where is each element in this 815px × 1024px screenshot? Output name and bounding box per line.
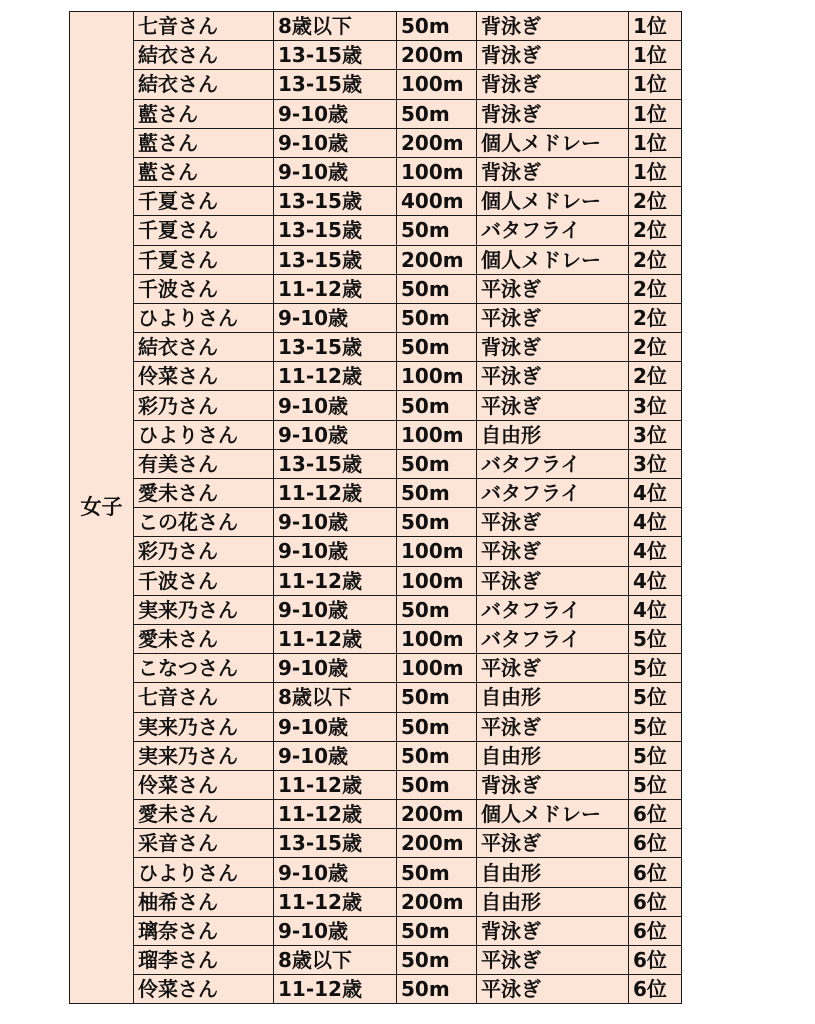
stroke-cell: 背泳ぎ [477, 770, 629, 799]
rank-cell: 6位 [629, 800, 682, 829]
table-row [70, 595, 682, 624]
age-group-cell: 13-15歳 [274, 245, 397, 274]
table-row [70, 858, 682, 887]
age-group-cell: 9-10歳 [274, 99, 397, 128]
distance-cell: 100m [397, 420, 477, 449]
swimmer-name-cell: ひよりさん [134, 858, 274, 887]
stroke-cell: 背泳ぎ [477, 12, 629, 41]
distance-cell: 50m [397, 712, 477, 741]
table-row [70, 216, 682, 245]
stroke-cell: 平泳ぎ [477, 391, 629, 420]
age-group-cell: 11-12歳 [274, 887, 397, 916]
rank-cell: 1位 [629, 70, 682, 99]
rank-cell: 1位 [629, 12, 682, 41]
swimmer-name-cell: ひよりさん [134, 420, 274, 449]
swimmer-name-cell: 瑠李さん [134, 946, 274, 975]
age-group-cell: 8歳以下 [274, 946, 397, 975]
distance-cell: 200m [397, 128, 477, 157]
stroke-cell: バタフライ [477, 479, 629, 508]
group-label-cell: 女子 [70, 12, 134, 1004]
distance-cell: 100m [397, 654, 477, 683]
swimmer-name-cell: 愛未さん [134, 624, 274, 653]
results-table [69, 11, 682, 1004]
stroke-cell: 背泳ぎ [477, 41, 629, 70]
table-row [70, 391, 682, 420]
table-row [70, 624, 682, 653]
table-row [70, 946, 682, 975]
distance-cell: 50m [397, 391, 477, 420]
distance-cell: 50m [397, 916, 477, 945]
table-row [70, 829, 682, 858]
swimmer-name-cell: この花さん [134, 508, 274, 537]
stroke-cell: 平泳ぎ [477, 712, 629, 741]
table-row [70, 654, 682, 683]
distance-cell: 200m [397, 829, 477, 858]
distance-cell: 50m [397, 683, 477, 712]
stroke-cell: 平泳ぎ [477, 975, 629, 1004]
age-group-cell: 11-12歳 [274, 479, 397, 508]
table-row [70, 187, 682, 216]
rank-cell: 4位 [629, 508, 682, 537]
stroke-cell: バタフライ [477, 595, 629, 624]
age-group-cell: 11-12歳 [274, 975, 397, 1004]
swimmer-name-cell: 実来乃さん [134, 712, 274, 741]
distance-cell: 50m [397, 99, 477, 128]
swimmer-name-cell: 有美さん [134, 449, 274, 478]
rank-cell: 2位 [629, 216, 682, 245]
distance-cell: 100m [397, 157, 477, 186]
stroke-cell: 個人メドレー [477, 187, 629, 216]
distance-cell: 50m [397, 858, 477, 887]
swimmer-name-cell: 千波さん [134, 566, 274, 595]
table-row [70, 712, 682, 741]
distance-cell: 100m [397, 566, 477, 595]
stroke-cell: 個人メドレー [477, 245, 629, 274]
age-group-cell: 13-15歳 [274, 216, 397, 245]
swimmer-name-cell: 采音さん [134, 829, 274, 858]
age-group-cell: 9-10歳 [274, 420, 397, 449]
swimmer-name-cell: 彩乃さん [134, 537, 274, 566]
swimmer-name-cell: 藍さん [134, 157, 274, 186]
age-group-cell: 9-10歳 [274, 303, 397, 332]
swimmer-name-cell: 実来乃さん [134, 595, 274, 624]
rank-cell: 2位 [629, 274, 682, 303]
stroke-cell: 平泳ぎ [477, 508, 629, 537]
rank-cell: 4位 [629, 479, 682, 508]
stroke-cell: 平泳ぎ [477, 274, 629, 303]
stroke-cell: 個人メドレー [477, 128, 629, 157]
stroke-cell: 背泳ぎ [477, 70, 629, 99]
rank-cell: 6位 [629, 975, 682, 1004]
distance-cell: 50m [397, 12, 477, 41]
stroke-cell: 背泳ぎ [477, 157, 629, 186]
stroke-cell: 背泳ぎ [477, 99, 629, 128]
table-row [70, 245, 682, 274]
age-group-cell: 9-10歳 [274, 595, 397, 624]
age-group-cell: 13-15歳 [274, 70, 397, 99]
stroke-cell: 平泳ぎ [477, 537, 629, 566]
age-group-cell: 11-12歳 [274, 362, 397, 391]
stroke-cell: 個人メドレー [477, 800, 629, 829]
rank-cell: 5位 [629, 712, 682, 741]
swimmer-name-cell: 愛未さん [134, 800, 274, 829]
rank-cell: 6位 [629, 946, 682, 975]
rank-cell: 2位 [629, 303, 682, 332]
age-group-cell: 9-10歳 [274, 537, 397, 566]
rank-cell: 5位 [629, 770, 682, 799]
swimmer-name-cell: ひよりさん [134, 303, 274, 332]
table-row [70, 99, 682, 128]
distance-cell: 400m [397, 187, 477, 216]
rank-cell: 5位 [629, 741, 682, 770]
table-row [70, 420, 682, 449]
swimmer-name-cell: 愛未さん [134, 479, 274, 508]
distance-cell: 100m [397, 537, 477, 566]
table-row [70, 479, 682, 508]
rank-cell: 3位 [629, 391, 682, 420]
stroke-cell: 平泳ぎ [477, 303, 629, 332]
swimmer-name-cell: 千夏さん [134, 216, 274, 245]
distance-cell: 50m [397, 770, 477, 799]
stroke-cell: 自由形 [477, 683, 629, 712]
age-group-cell: 11-12歳 [274, 274, 397, 303]
age-group-cell: 9-10歳 [274, 157, 397, 186]
swimmer-name-cell: 千波さん [134, 274, 274, 303]
stroke-cell: 平泳ぎ [477, 946, 629, 975]
swimmer-name-cell: 伶菜さん [134, 362, 274, 391]
table-row [70, 362, 682, 391]
age-group-cell: 13-15歳 [274, 187, 397, 216]
table-row [70, 566, 682, 595]
age-group-cell: 9-10歳 [274, 916, 397, 945]
stroke-cell: 自由形 [477, 741, 629, 770]
stroke-cell: 自由形 [477, 887, 629, 916]
rank-cell: 1位 [629, 99, 682, 128]
stroke-cell: 平泳ぎ [477, 362, 629, 391]
rank-cell: 6位 [629, 829, 682, 858]
stroke-cell: 自由形 [477, 858, 629, 887]
rank-cell: 5位 [629, 654, 682, 683]
age-group-cell: 9-10歳 [274, 654, 397, 683]
swimmer-name-cell: 伶菜さん [134, 975, 274, 1004]
swimmer-name-cell: 千夏さん [134, 187, 274, 216]
age-group-cell: 9-10歳 [274, 391, 397, 420]
swimmer-name-cell: 結衣さん [134, 70, 274, 99]
stroke-cell: 平泳ぎ [477, 654, 629, 683]
rank-cell: 2位 [629, 245, 682, 274]
swimmer-name-cell: 璃奈さん [134, 916, 274, 945]
swimmer-name-cell: 七音さん [134, 683, 274, 712]
table-row [70, 12, 682, 41]
table-row [70, 70, 682, 99]
age-group-cell: 9-10歳 [274, 858, 397, 887]
swimmer-name-cell: 七音さん [134, 12, 274, 41]
rank-cell: 6位 [629, 887, 682, 916]
table-row [70, 333, 682, 362]
stroke-cell: 自由形 [477, 420, 629, 449]
rank-cell: 4位 [629, 566, 682, 595]
table-row [70, 128, 682, 157]
distance-cell: 200m [397, 800, 477, 829]
age-group-cell: 11-12歳 [274, 566, 397, 595]
distance-cell: 50m [397, 216, 477, 245]
table-row [70, 449, 682, 478]
distance-cell: 50m [397, 741, 477, 770]
age-group-cell: 11-12歳 [274, 624, 397, 653]
rank-cell: 2位 [629, 333, 682, 362]
table-row [70, 770, 682, 799]
table-row [70, 887, 682, 916]
swimmer-name-cell: 結衣さん [134, 41, 274, 70]
distance-cell: 100m [397, 70, 477, 99]
distance-cell: 200m [397, 41, 477, 70]
age-group-cell: 11-12歳 [274, 800, 397, 829]
age-group-cell: 13-15歳 [274, 41, 397, 70]
distance-cell: 50m [397, 479, 477, 508]
swimmer-name-cell: 伶菜さん [134, 770, 274, 799]
stroke-cell: バタフライ [477, 216, 629, 245]
distance-cell: 50m [397, 274, 477, 303]
rank-cell: 4位 [629, 595, 682, 624]
age-group-cell: 8歳以下 [274, 12, 397, 41]
age-group-cell: 13-15歳 [274, 333, 397, 362]
table-row [70, 41, 682, 70]
distance-cell: 50m [397, 449, 477, 478]
age-group-cell: 9-10歳 [274, 508, 397, 537]
rank-cell: 2位 [629, 187, 682, 216]
rank-cell: 1位 [629, 128, 682, 157]
distance-cell: 50m [397, 508, 477, 537]
rank-cell: 6位 [629, 858, 682, 887]
swimmer-name-cell: 実来乃さん [134, 741, 274, 770]
stroke-cell: バタフライ [477, 624, 629, 653]
table-row [70, 537, 682, 566]
stroke-cell: 平泳ぎ [477, 829, 629, 858]
rank-cell: 3位 [629, 420, 682, 449]
rank-cell: 3位 [629, 449, 682, 478]
distance-cell: 100m [397, 362, 477, 391]
swimmer-name-cell: 結衣さん [134, 333, 274, 362]
swimmer-name-cell: 藍さん [134, 99, 274, 128]
distance-cell: 50m [397, 333, 477, 362]
table-row [70, 274, 682, 303]
results-table-body [70, 12, 682, 1004]
swimmer-name-cell: 藍さん [134, 128, 274, 157]
distance-cell: 100m [397, 624, 477, 653]
rank-cell: 4位 [629, 537, 682, 566]
age-group-cell: 9-10歳 [274, 712, 397, 741]
age-group-cell: 13-15歳 [274, 829, 397, 858]
age-group-cell: 13-15歳 [274, 449, 397, 478]
table-row [70, 741, 682, 770]
stroke-cell: 平泳ぎ [477, 566, 629, 595]
age-group-cell: 11-12歳 [274, 770, 397, 799]
swimmer-name-cell: こなつさん [134, 654, 274, 683]
rank-cell: 5位 [629, 624, 682, 653]
stroke-cell: 背泳ぎ [477, 333, 629, 362]
swimmer-name-cell: 千夏さん [134, 245, 274, 274]
distance-cell: 50m [397, 975, 477, 1004]
distance-cell: 50m [397, 303, 477, 332]
swimmer-name-cell: 彩乃さん [134, 391, 274, 420]
table-row [70, 303, 682, 332]
table-row [70, 916, 682, 945]
age-group-cell: 8歳以下 [274, 683, 397, 712]
table-row [70, 975, 682, 1004]
rank-cell: 6位 [629, 916, 682, 945]
rank-cell: 1位 [629, 41, 682, 70]
table-row [70, 508, 682, 537]
table-row [70, 683, 682, 712]
age-group-cell: 9-10歳 [274, 128, 397, 157]
rank-cell: 1位 [629, 157, 682, 186]
table-row [70, 157, 682, 186]
stroke-cell: 背泳ぎ [477, 916, 629, 945]
table-row [70, 800, 682, 829]
distance-cell: 50m [397, 595, 477, 624]
distance-cell: 50m [397, 946, 477, 975]
distance-cell: 200m [397, 245, 477, 274]
age-group-cell: 9-10歳 [274, 741, 397, 770]
stroke-cell: バタフライ [477, 449, 629, 478]
rank-cell: 5位 [629, 683, 682, 712]
distance-cell: 200m [397, 887, 477, 916]
rank-cell: 2位 [629, 362, 682, 391]
swimmer-name-cell: 柚希さん [134, 887, 274, 916]
